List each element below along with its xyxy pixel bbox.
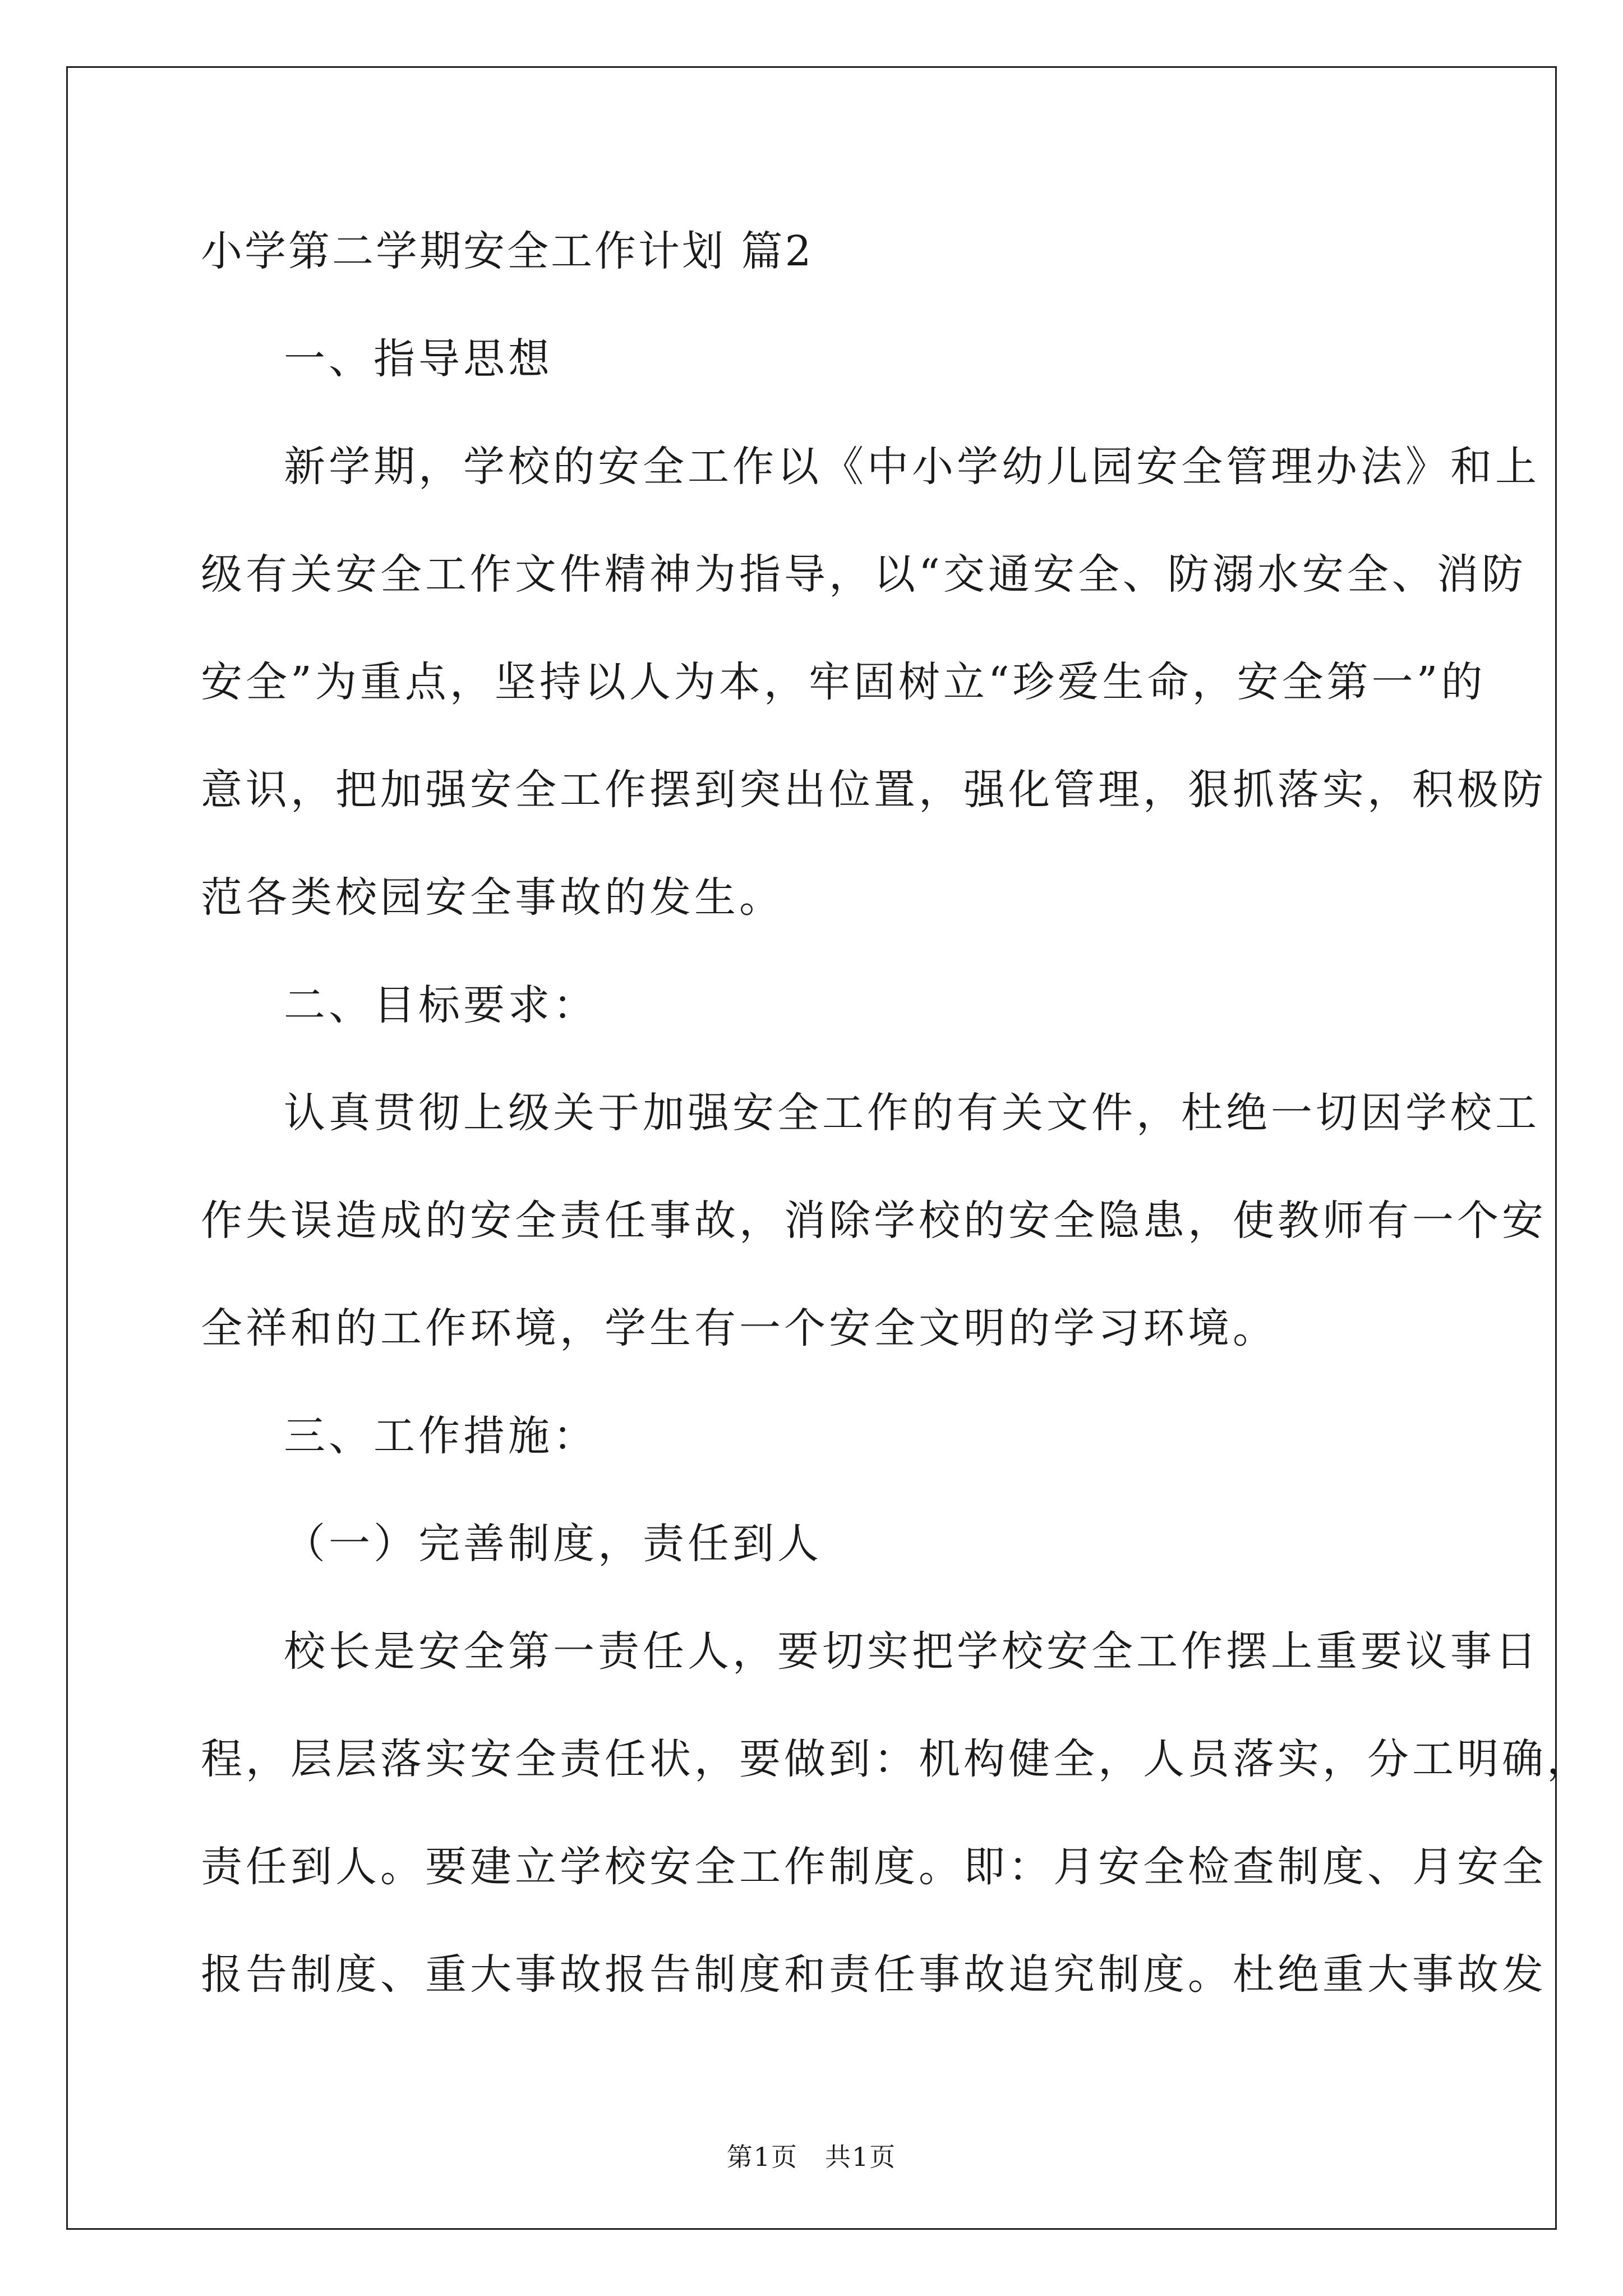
paragraph-line: 报告制度、重大事故报告制度和责任事故追究制度。杜绝重大事故发 <box>201 1950 1547 1999</box>
section-heading-2: 二、目标要求： <box>284 981 598 1029</box>
paragraph-line: 安全”为重点，坚持以人为本，牢固树立“珍爱生命，安全第一”的 <box>201 658 1486 706</box>
paragraph-line: 新学期，学校的安全工作以《中小学幼儿园安全管理办法》和上 <box>284 443 1540 491</box>
document-title: 小学第二学期安全工作计划 篇2 <box>201 227 814 275</box>
section-heading-3: 三、工作措施： <box>284 1412 598 1460</box>
paragraph-line: 级有关安全工作文件精神为指导，以“交通安全、防溺水安全、消防 <box>201 550 1527 599</box>
paragraph-line: 作失误造成的安全责任事故，消除学校的安全隐患，使教师有一个安 <box>201 1197 1547 1245</box>
page-number-footer: 第1页 共1页 <box>726 2142 897 2172</box>
paragraph-line: 认真贯彻上级关于加强安全工作的有关文件，杜绝一切因学校工 <box>284 1089 1540 1137</box>
paragraph-line: 程，层层落实安全责任状，要做到：机构健全，人员落实，分工明确， <box>201 1735 1592 1783</box>
paragraph-line: 全祥和的工作环境，学生有一个安全文明的学习环境。 <box>201 1304 1278 1352</box>
subsection-heading-1: （一）完善制度，责任到人 <box>284 1520 822 1568</box>
paragraph-line: 校长是安全第一责任人，要切实把学校安全工作摆上重要议事日 <box>284 1627 1540 1676</box>
section-heading-1: 一、指导思想 <box>284 335 553 383</box>
document-body <box>201 224 1592 2055</box>
paragraph-line: 意识，把加强安全工作摆到突出位置，强化管理，狠抓落实，积极防 <box>201 766 1547 814</box>
paragraph-line: 责任到人。要建立学校安全工作制度。即：月安全检查制度、月安全 <box>201 1843 1547 1891</box>
paragraph-line: 范各类校园安全事故的发生。 <box>201 873 784 922</box>
